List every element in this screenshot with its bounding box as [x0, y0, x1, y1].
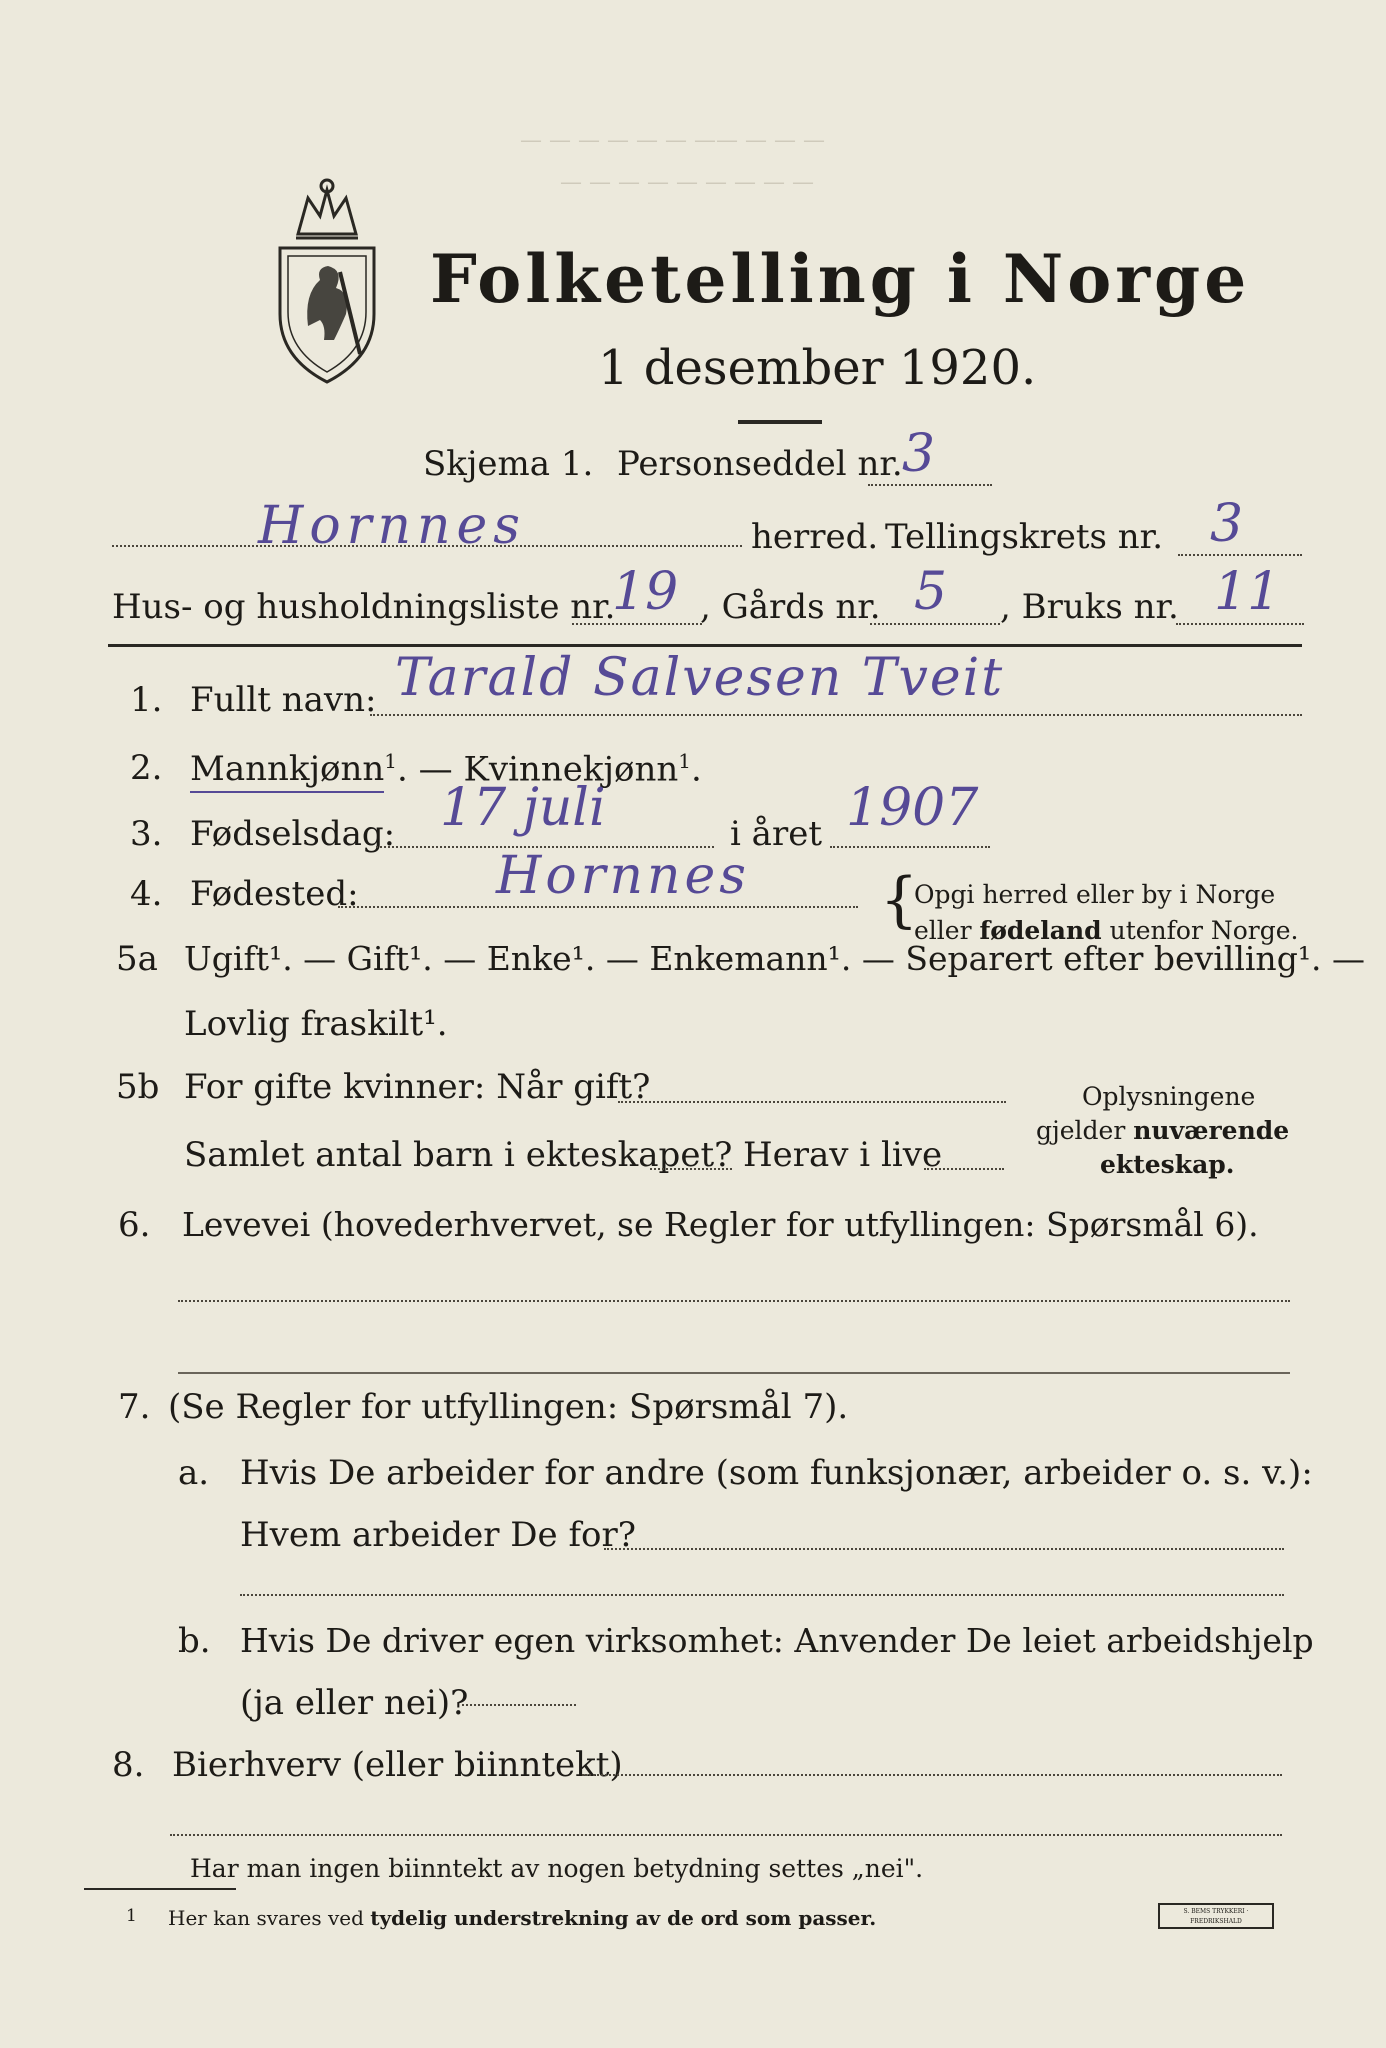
gender-rest[interactable]: . — Kvinnekjønn [397, 749, 679, 790]
q7a-number: a. [178, 1453, 210, 1493]
footnote-number: 1 [126, 1906, 137, 1926]
title-divider [738, 420, 822, 424]
q5b-alive-label: Herav i live [743, 1135, 943, 1175]
q4-label: Fødested: [190, 874, 359, 914]
q5b-children-label: Samlet antal barn i ekteskapet? [184, 1135, 733, 1175]
q7-number: 7. [118, 1387, 151, 1427]
q5b-note-3: ekteskap. [1100, 1150, 1235, 1179]
gender-end: . [691, 749, 702, 790]
hus-label: Hus- og husholdningsliste nr. [112, 587, 616, 627]
q8-note: Har man ingen biinntekt av nogen betydning settes „nei". [190, 1854, 924, 1883]
q7a-text: Hvis De arbeider for andre (som funksjonær, arbeider o. s. v.): [240, 1453, 1313, 1493]
gender-options: Mannkjønn$^1$. — Kvinnekjønn$^1$. [190, 751, 702, 786]
q6-line-2 [178, 1372, 1290, 1374]
personseddel-value[interactable]: 3 [902, 424, 936, 484]
q4-note-2: eller fødeland utenfor Norge. [914, 916, 1299, 945]
q5b-note-1: Oplysningene [1082, 1082, 1256, 1111]
q7b-number: b. [178, 1621, 211, 1661]
tellingskrets-label: Tellingskrets nr. [885, 517, 1164, 557]
q1-label: Fullt navn: [190, 680, 377, 720]
q4-brace: { [880, 865, 919, 935]
q5b-number: 5b [116, 1067, 160, 1107]
gards-label: , Gårds nr. [700, 587, 881, 627]
q3-number: 3. [130, 814, 163, 854]
header-rule [108, 644, 1302, 647]
q5a-number: 5a [116, 939, 158, 979]
marital-status-options[interactable]: Ugift¹. — Gift¹. — Enke¹. — Enkemann¹. — Separert efter bevilling¹. — [184, 939, 1366, 978]
birth-year-value[interactable]: 1907 [846, 778, 979, 838]
birth-place-value[interactable]: Hornnes [496, 846, 750, 906]
q5b-label: For gifte kvinner: Når gift? [184, 1067, 651, 1107]
birth-date-value[interactable]: 17 juli [440, 778, 606, 838]
q6-text: Levevei (hovederhvervet, se Regler for utfyllingen: Spørsmål 6). [182, 1205, 1259, 1244]
q3-year-label: i året [730, 814, 822, 854]
q8-number: 8. [112, 1745, 145, 1785]
q6-number: 6. [118, 1205, 151, 1245]
herred-label: herred. [751, 517, 879, 557]
q4-number: 4. [130, 874, 163, 914]
norwegian-coat-of-arms-icon [268, 176, 386, 386]
full-name-value[interactable]: Tarald Salvesen Tveit [395, 648, 1005, 708]
q7b-text: Hvis De driver egen virksomhet: Anvender De leiet arbeidshjelp [240, 1621, 1314, 1660]
bruks-value[interactable]: 11 [1214, 562, 1281, 622]
personseddel-label: Personseddel nr. [617, 444, 903, 484]
q1-number: 1. [130, 680, 163, 720]
gender-male[interactable]: Mannkjønn [190, 749, 384, 793]
herred-value[interactable]: Hornnes [258, 496, 526, 556]
page-title: Folketelling i Norge [430, 240, 1251, 318]
footnote-text: Her kan svares ved tydelig understrekning av de ord som passer. [168, 1906, 877, 1930]
bruks-label: , Bruks nr. [1000, 587, 1179, 627]
skjema-label: Skjema 1. [423, 444, 594, 484]
q7-text: (Se Regler for utfyllingen: Spørsmål 7). [168, 1387, 849, 1427]
gards-value[interactable]: 5 [914, 562, 948, 622]
q5b-note-2: gjelder nuværende [1036, 1116, 1290, 1145]
census-date: 1 desember 1920. [598, 340, 1037, 396]
q7b-text2: (ja eller nei)? [240, 1683, 469, 1723]
marital-status-divorced[interactable]: Lovlig fraskilt¹. [184, 1004, 448, 1044]
q4-note-1: Opgi herred eller by i Norge [914, 880, 1276, 909]
q3-label: Fødselsdag: [190, 814, 396, 854]
q2-number: 2. [130, 748, 163, 788]
printer-stamp: S. BEMS TRYKKERI · FREDRIKSHALD [1158, 1903, 1274, 1929]
q7a-text2: Hvem arbeider De for? [240, 1515, 636, 1555]
footnote-rule [84, 1888, 236, 1890]
tellingskrets-value[interactable]: 3 [1210, 494, 1244, 554]
q8-text: Bierhverv (eller biinntekt) [172, 1745, 623, 1785]
hus-value[interactable]: 19 [612, 562, 679, 622]
